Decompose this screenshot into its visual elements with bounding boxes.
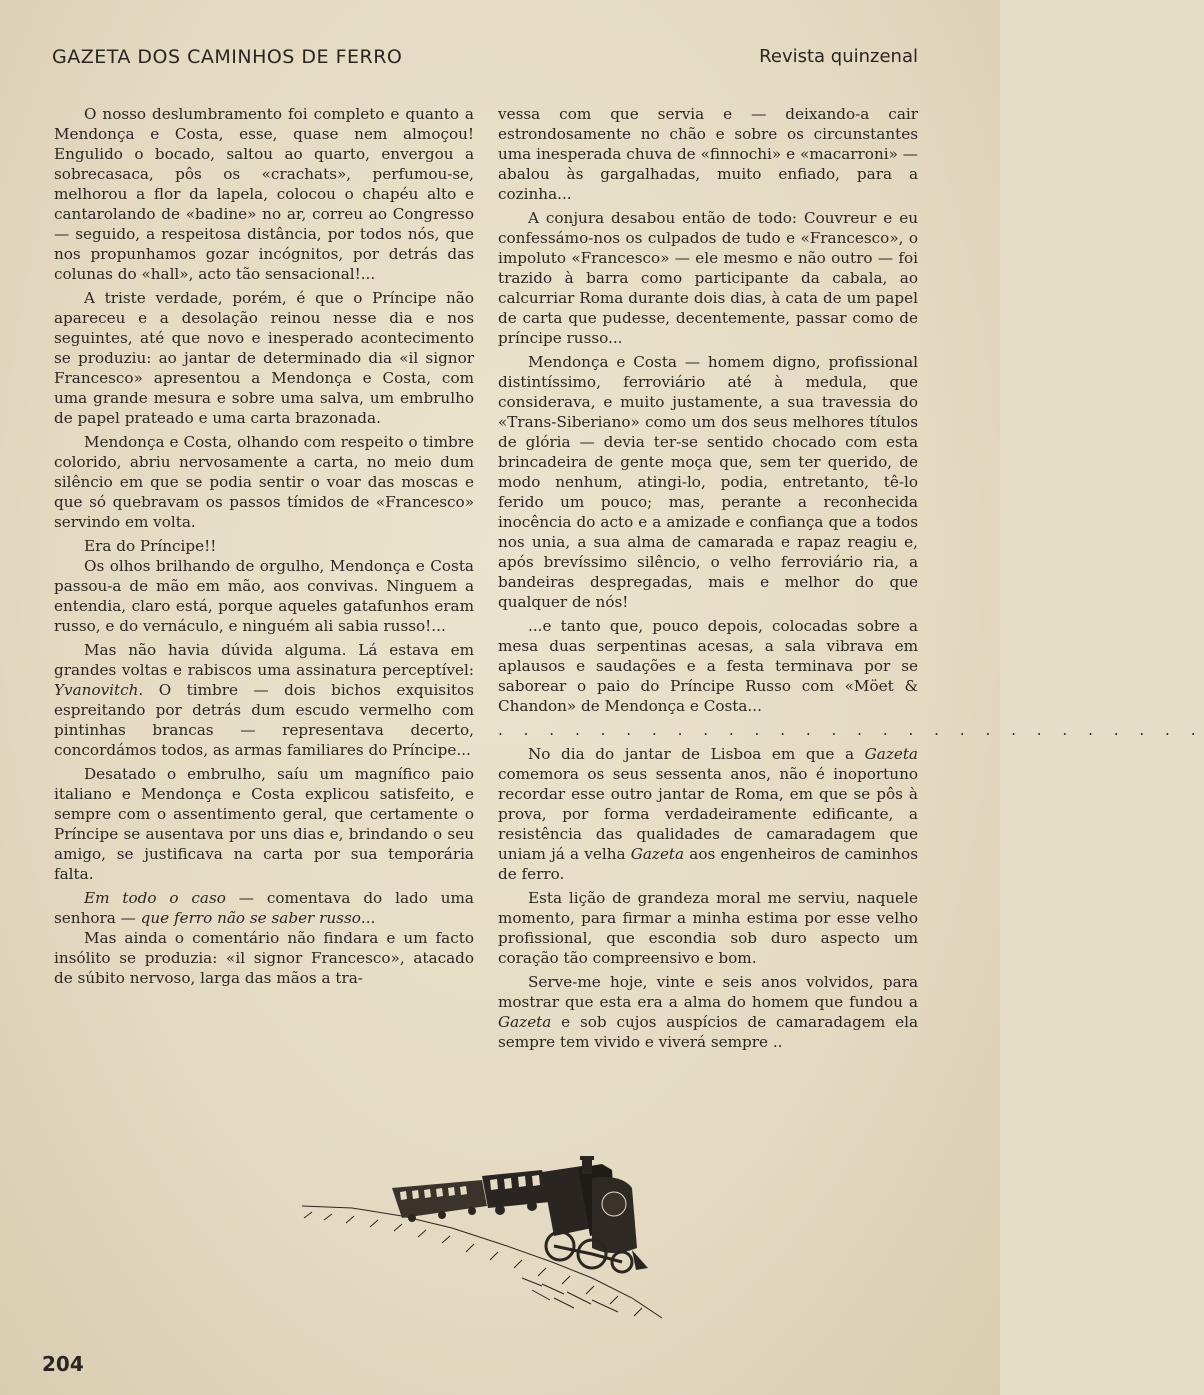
magazine-subtitle: Revista quinzenal [759, 46, 918, 67]
right-column [498, 104, 1204, 1056]
paragraph: Mas ainda o comentário não findara e um facto insólito se produzia: «il signor Francesco», atacado de súbito nervoso, larga das mãos a tra- [54, 929, 474, 987]
paragraph: Esta lição de grandeza moral me serviu, naquele momento, para firmar a minha estima por esse velho profissional, que escondia sob duro aspecto um coração tão compreensivo e bom. [498, 889, 918, 967]
paragraph: Desatado o embrulho, saíu um magnífico paio italiano e Mendonça e Costa explicou satisfeito, e sempre com o assentimento geral, que certamente o Príncipe se ausentava por uns dias e, brindando o seu amigo, se justificava na carta por sua temporária falta. [54, 765, 474, 883]
paragraph: ...e tanto que, pouco depois, colocadas sobre a mesa duas serpentinas acesas, a sala vibrava em aplausos e saudações e a festa terminava por se saborear o paio do Príncipe Russo com «Möet & Chandon» de Mendonça e Costa... [498, 617, 918, 715]
text-span: Serve-me hoje, vinte e seis anos volvidos, para mostrar que esta era a alma do homem que fundou a [498, 973, 918, 1011]
gazeta-name: Gazeta [864, 745, 918, 763]
italic-quote: que ferro não se saber russo [140, 909, 361, 927]
signature-name: Yvanovitch [54, 681, 139, 699]
paragraph: Os olhos brilhando de orgulho, Mendonça e Costa passou-a de mão em mão, aos convivas. Ninguem a entendia, claro está, porque aqueles gatafunhos eram russo, e do vernáculo, e ninguém ali sabia russo!... [54, 557, 474, 635]
text-span: ... [360, 909, 376, 927]
text-span: No dia do jantar de Lisboa em que a [528, 745, 865, 763]
dotted-separator: . . . . . . . . . . . . . . . . . . . . . . . . . . . . [498, 721, 1204, 739]
paragraph: Mendonça e Costa, olhando com respeito o timbre colorido, abriu nervosamente a carta, no meio dum silêncio em que se podia sentir o voar das moscas e que só quebravam os passos tímidos de «Francesco» servindo em volta. [54, 433, 474, 531]
paragraph [54, 640, 474, 760]
paragraph [498, 972, 918, 1052]
gazeta-name: Gazeta [498, 1013, 552, 1031]
paragraph: O nosso deslumbramento foi completo e quanto a Mendonça e Costa, esse, quase nem almoçou! Engulido o bocado, saltou ao quarto, envergou a sobrecasaca, pôs os «crachats», perfumou-se, melhorou a flor da lapela, colocou o chapéu alto e cantarolando de «badine» no ar, correu ao Congresso — seguido, a respeitosa distância, por todos nós, que nos propunhamos gozar incógnitos, por detrás das colunas do «hall», acto tão sensacional!... [54, 105, 474, 283]
text-span: aos engenheiros de caminhos de ferro. [498, 845, 918, 883]
text-span: — comentava do lado uma senhora — [54, 889, 474, 927]
paragraph: vessa com que servia e — deixando-a cair estrondosamente no chão e sobre os circunstantes uma inesperada chuva de «finnochi» e «macarroni» — abalou às gargalhadas, muito enfiado, para a cozinha... [498, 105, 918, 203]
paragraph [54, 888, 474, 928]
paragraph: A triste verdade, porém, é que o Príncipe não apareceu e a desolação reinou nesse dia e nos seguintes, até que novo e inesperado acontecimento se produziu: ao jantar de determinado dia «il signor Francesco» apresentou a Mendonça e Costa, com uma grande mesura e sobre uma salva, um embrulho de papel prateado e uma carta brazonada. [54, 289, 474, 427]
page-header [52, 44, 918, 78]
steam-train-illustration-icon [292, 1158, 712, 1328]
left-column [54, 104, 474, 992]
page-number: 204 [42, 1352, 84, 1376]
italic-quote: Em todo o caso [84, 889, 226, 907]
text-span: Mas não havia dúvida alguma. Lá estava em grandes voltas e rabiscos uma assinatura perceptível: [54, 641, 474, 679]
paragraph: A conjura desabou então de todo: Couvreur e eu confessámo-nos os culpados de tudo e «Francesco», o impoluto «Francesco» — ele mesmo e não outro — foi trazido à barra como participante da cabala, ao calcurriar Roma durante dois dias, à cata de um papel de carta que pudesse, decentemente, passar como de príncipe russo... [498, 209, 918, 347]
paragraph [498, 744, 918, 884]
text-span: e sob cujos auspícios de camaradagem ela sempre tem vivido e viverá sempre .. [498, 1013, 918, 1051]
text-span: comemora os seus sessenta anos, não é inoportuno recordar esse outro jantar de Roma, em que se pôs à prova, por forma verdadeiramente edificante, a resistência das qualidades de camaradagem que uniam já a velha [498, 765, 918, 863]
paragraph: Mendonça e Costa — homem digno, profissional distintíssimo, ferroviário até à medula, que considerava, e muito justamente, a sua travessia do «Trans-Siberiano» como um dos seus melhores títulos de glória — devia ter-se sentido chocado com esta brincadeira de gente moça que, sem ter querido, de modo nenhum, atingi-lo, podia, entretanto, tê-lo ferido um pouco; mas, perante a reconhecida inocência do acto e a amizade e confiança que a todos nos unia, a sua alma de camarada e rapaz reagiu e, após brevíssimo silêncio, o velho ferroviário ria, a bandeiras despregadas, mais e melhor do que qualquer de nós! [498, 353, 918, 611]
gazeta-name: Gazeta [630, 845, 685, 863]
magazine-title: GAZETA DOS CAMINHOS DE FERRO [52, 46, 403, 68]
paragraph: Era do Príncipe!! [84, 537, 217, 555]
text-span: . O timbre — dois bichos exquisitos espreitando por detrás dum escudo vermelho com pintinhas brancas — representava decerto, concordámos todos, as armas familiares do Príncipe... [54, 681, 474, 759]
